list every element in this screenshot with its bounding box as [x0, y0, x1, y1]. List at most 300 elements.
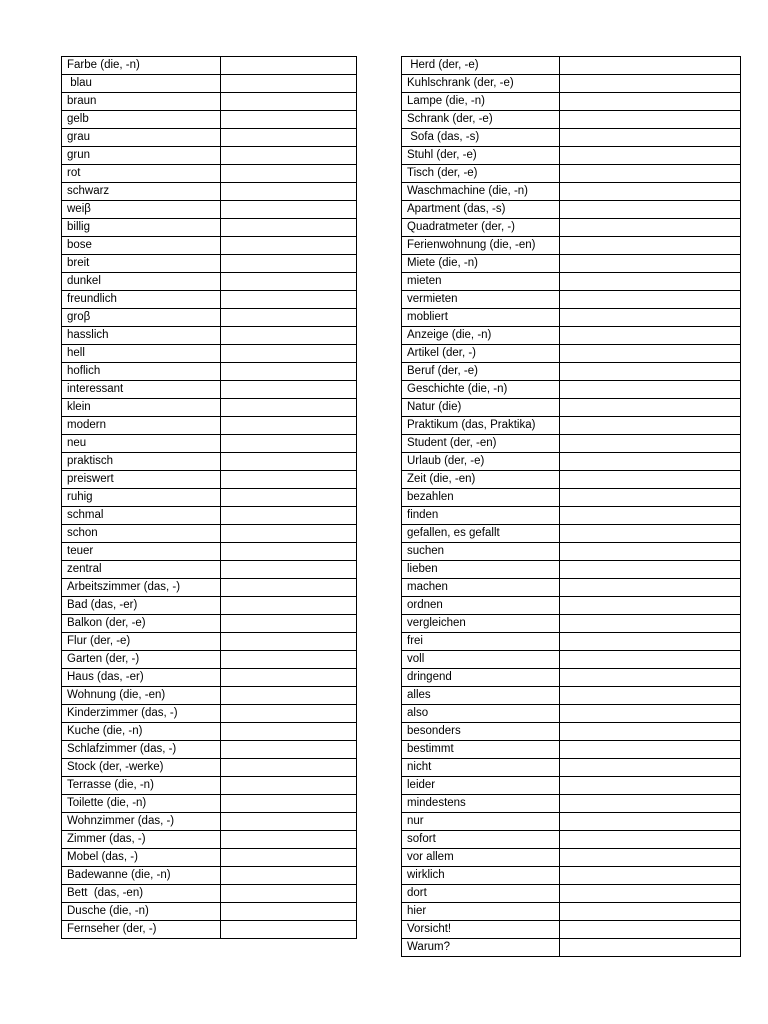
- answer-cell: [560, 849, 741, 867]
- answer-cell: [221, 381, 357, 399]
- table-row: [62, 921, 357, 939]
- vocab-term: Schrank (der, -e): [402, 111, 560, 129]
- table-row: [402, 165, 741, 183]
- answer-cell: [560, 255, 741, 273]
- table-row: [402, 759, 741, 777]
- vocab-term: vermieten: [402, 291, 560, 309]
- answer-cell: [560, 381, 741, 399]
- vocab-term: breit: [62, 255, 221, 273]
- table-row: [402, 939, 741, 957]
- vocab-term: Kuche (die, -n): [62, 723, 221, 741]
- table-row: [62, 417, 357, 435]
- vocab-term: frei: [402, 633, 560, 651]
- table-row: [62, 669, 357, 687]
- table-row: [402, 201, 741, 219]
- answer-cell: [560, 507, 741, 525]
- answer-cell: [221, 57, 357, 75]
- table-row: [62, 651, 357, 669]
- table-row: [402, 543, 741, 561]
- table-row: [402, 327, 741, 345]
- table-row: [62, 309, 357, 327]
- answer-cell: [560, 399, 741, 417]
- vocab-term: mindestens: [402, 795, 560, 813]
- answer-cell: [560, 201, 741, 219]
- vocab-term: rot: [62, 165, 221, 183]
- table-row: [402, 363, 741, 381]
- vocab-term: neu: [62, 435, 221, 453]
- table-row: [402, 219, 741, 237]
- vocab-term: Artikel (der, -): [402, 345, 560, 363]
- answer-cell: [560, 417, 741, 435]
- answer-cell: [221, 597, 357, 615]
- answer-cell: [560, 363, 741, 381]
- vocab-term: Fernseher (der, -): [62, 921, 221, 939]
- table-row: [402, 453, 741, 471]
- table-row: [62, 363, 357, 381]
- table-row: [402, 507, 741, 525]
- answer-cell: [560, 687, 741, 705]
- vocab-term: Waschmachine (die, -n): [402, 183, 560, 201]
- vocab-term: grau: [62, 129, 221, 147]
- answer-cell: [221, 579, 357, 597]
- vocab-term: mieten: [402, 273, 560, 291]
- table-row: [402, 291, 741, 309]
- table-row: [62, 867, 357, 885]
- vocab-table-right: [401, 56, 741, 957]
- table-row: [402, 147, 741, 165]
- table-row: [62, 273, 357, 291]
- vocab-term: Geschichte (die, -n): [402, 381, 560, 399]
- table-row: [402, 75, 741, 93]
- vocab-term: Anzeige (die, -n): [402, 327, 560, 345]
- vocab-term: nicht: [402, 759, 560, 777]
- vocab-term: Stuhl (der, -e): [402, 147, 560, 165]
- table-row: [62, 111, 357, 129]
- answer-cell: [221, 327, 357, 345]
- answer-cell: [221, 741, 357, 759]
- answer-cell: [560, 93, 741, 111]
- vocab-term: Vorsicht!: [402, 921, 560, 939]
- vocab-term: wirklich: [402, 867, 560, 885]
- answer-cell: [560, 75, 741, 93]
- vocab-term: Toilette (die, -n): [62, 795, 221, 813]
- answer-cell: [221, 813, 357, 831]
- vocab-term: vergleichen: [402, 615, 560, 633]
- table-row: [62, 777, 357, 795]
- answer-cell: [560, 57, 741, 75]
- vocab-term: Herd (der, -e): [402, 57, 560, 75]
- answer-cell: [221, 705, 357, 723]
- table-row: [62, 219, 357, 237]
- table-row: [402, 885, 741, 903]
- vocab-term: freundlich: [62, 291, 221, 309]
- answer-cell: [560, 309, 741, 327]
- table-row: [62, 525, 357, 543]
- table-row: [402, 705, 741, 723]
- answer-cell: [221, 129, 357, 147]
- answer-cell: [221, 903, 357, 921]
- answer-cell: [221, 759, 357, 777]
- vocab-term: billig: [62, 219, 221, 237]
- vocab-term: Urlaub (der, -e): [402, 453, 560, 471]
- answer-cell: [560, 759, 741, 777]
- table-row: [402, 795, 741, 813]
- vocab-term: alles: [402, 687, 560, 705]
- answer-cell: [221, 543, 357, 561]
- vocab-term: grun: [62, 147, 221, 165]
- answer-cell: [221, 435, 357, 453]
- answer-cell: [221, 471, 357, 489]
- vocab-term: braun: [62, 93, 221, 111]
- answer-cell: [221, 147, 357, 165]
- vocab-term: gelb: [62, 111, 221, 129]
- vocab-term: mobliert: [402, 309, 560, 327]
- vocab-term: Kinderzimmer (das, -): [62, 705, 221, 723]
- table-row: [402, 417, 741, 435]
- vocab-term: Sofa (das, -s): [402, 129, 560, 147]
- vocab-term: also: [402, 705, 560, 723]
- answer-cell: [221, 615, 357, 633]
- vocab-term: Flur (der, -e): [62, 633, 221, 651]
- vocab-term: Zimmer (das, -): [62, 831, 221, 849]
- vocab-term: Haus (das, -er): [62, 669, 221, 687]
- vocab-term: leider: [402, 777, 560, 795]
- answer-cell: [221, 723, 357, 741]
- table-row: [62, 849, 357, 867]
- answer-cell: [560, 471, 741, 489]
- table-row: [62, 399, 357, 417]
- table-row: [402, 561, 741, 579]
- vocab-term: Praktikum (das, Praktika): [402, 417, 560, 435]
- answer-cell: [560, 561, 741, 579]
- table-row: [62, 741, 357, 759]
- answer-cell: [560, 129, 741, 147]
- answer-cell: [560, 651, 741, 669]
- table-row: [402, 255, 741, 273]
- answer-cell: [560, 453, 741, 471]
- vocab-term: Natur (die): [402, 399, 560, 417]
- answer-cell: [560, 147, 741, 165]
- table-row: [402, 309, 741, 327]
- vocab-term: gefallen, es gefallt: [402, 525, 560, 543]
- answer-cell: [560, 921, 741, 939]
- answer-cell: [221, 399, 357, 417]
- table-row: [402, 111, 741, 129]
- table-row: [62, 345, 357, 363]
- table-row: [402, 687, 741, 705]
- table-row: [62, 75, 357, 93]
- table-row: [62, 489, 357, 507]
- table-row: [62, 129, 357, 147]
- answer-cell: [560, 705, 741, 723]
- vocab-term: Warum?: [402, 939, 560, 957]
- table-row: [62, 597, 357, 615]
- table-row: [62, 687, 357, 705]
- vocab-term: lieben: [402, 561, 560, 579]
- vocab-term: Wohnung (die, -en): [62, 687, 221, 705]
- vocab-term: Garten (der, -): [62, 651, 221, 669]
- answer-cell: [560, 831, 741, 849]
- vocab-term: dort: [402, 885, 560, 903]
- vocab-term: nur: [402, 813, 560, 831]
- answer-cell: [221, 201, 357, 219]
- vocab-table-right-body: [402, 57, 741, 957]
- vocab-term: machen: [402, 579, 560, 597]
- answer-cell: [221, 93, 357, 111]
- answer-cell: [560, 795, 741, 813]
- vocab-term: Quadratmeter (der, -): [402, 219, 560, 237]
- vocab-term: hasslich: [62, 327, 221, 345]
- vocab-term: Schlafzimmer (das, -): [62, 741, 221, 759]
- table-row: [402, 651, 741, 669]
- vocab-term: Kuhlschrank (der, -e): [402, 75, 560, 93]
- vocab-term: schwarz: [62, 183, 221, 201]
- table-row: [402, 813, 741, 831]
- answer-cell: [560, 777, 741, 795]
- answer-cell: [560, 525, 741, 543]
- vocab-term: hoflich: [62, 363, 221, 381]
- vocab-term: Terrasse (die, -n): [62, 777, 221, 795]
- answer-cell: [560, 939, 741, 957]
- vocab-term: sofort: [402, 831, 560, 849]
- table-row: [62, 615, 357, 633]
- answer-cell: [221, 255, 357, 273]
- vocab-term: modern: [62, 417, 221, 435]
- table-row: [62, 705, 357, 723]
- answer-cell: [560, 183, 741, 201]
- vocab-term: zentral: [62, 561, 221, 579]
- vocab-term: hier: [402, 903, 560, 921]
- vocab-term: dringend: [402, 669, 560, 687]
- answer-cell: [221, 309, 357, 327]
- vocab-term: Tisch (der, -e): [402, 165, 560, 183]
- vocab-term: Mobel (das, -): [62, 849, 221, 867]
- table-row: [62, 381, 357, 399]
- vocab-term: ruhig: [62, 489, 221, 507]
- vocab-term: dunkel: [62, 273, 221, 291]
- table-row: [62, 291, 357, 309]
- table-row: [62, 165, 357, 183]
- answer-cell: [560, 237, 741, 255]
- answer-cell: [560, 867, 741, 885]
- answer-cell: [221, 417, 357, 435]
- table-row: [62, 57, 357, 75]
- table-row: [402, 525, 741, 543]
- answer-cell: [221, 921, 357, 939]
- vocab-term: Wohnzimmer (das, -): [62, 813, 221, 831]
- table-row: [62, 327, 357, 345]
- table-row: [62, 723, 357, 741]
- answer-cell: [560, 219, 741, 237]
- vocab-term: hell: [62, 345, 221, 363]
- vocab-term: bestimmt: [402, 741, 560, 759]
- answer-cell: [560, 579, 741, 597]
- table-row: [402, 921, 741, 939]
- vocab-term: Balkon (der, -e): [62, 615, 221, 633]
- table-row: [402, 345, 741, 363]
- table-row: [402, 669, 741, 687]
- table-row: [62, 561, 357, 579]
- vocab-term: praktisch: [62, 453, 221, 471]
- table-row: [402, 183, 741, 201]
- table-row: [402, 471, 741, 489]
- answer-cell: [560, 633, 741, 651]
- table-row: [402, 867, 741, 885]
- answer-cell: [560, 111, 741, 129]
- vocab-term: Bad (das, -er): [62, 597, 221, 615]
- answer-cell: [221, 219, 357, 237]
- table-row: [62, 435, 357, 453]
- table-row: [62, 579, 357, 597]
- table-row: [62, 795, 357, 813]
- vocab-term: schmal: [62, 507, 221, 525]
- table-row: [402, 615, 741, 633]
- table-row: [402, 777, 741, 795]
- table-row: [62, 813, 357, 831]
- answer-cell: [560, 741, 741, 759]
- table-row: [402, 831, 741, 849]
- vocab-term: Zeit (die, -en): [402, 471, 560, 489]
- vocab-term: Bett (das, -en): [62, 885, 221, 903]
- vocab-term: Student (der, -en): [402, 435, 560, 453]
- answer-cell: [560, 345, 741, 363]
- answer-cell: [221, 849, 357, 867]
- table-row: [402, 93, 741, 111]
- answer-cell: [221, 273, 357, 291]
- table-row: [402, 741, 741, 759]
- answer-cell: [221, 867, 357, 885]
- answer-cell: [221, 525, 357, 543]
- vocab-term: ordnen: [402, 597, 560, 615]
- table-row: [402, 273, 741, 291]
- vocab-term: blau: [62, 75, 221, 93]
- table-row: [62, 471, 357, 489]
- answer-cell: [560, 597, 741, 615]
- vocab-term: Beruf (der, -e): [402, 363, 560, 381]
- table-row: [402, 723, 741, 741]
- answer-cell: [560, 543, 741, 561]
- table-row: [62, 759, 357, 777]
- table-row: [62, 885, 357, 903]
- answer-cell: [221, 777, 357, 795]
- vocab-term: besonders: [402, 723, 560, 741]
- answer-cell: [560, 327, 741, 345]
- answer-cell: [560, 813, 741, 831]
- table-row: [62, 255, 357, 273]
- vocab-term: klein: [62, 399, 221, 417]
- vocab-term: weiβ: [62, 201, 221, 219]
- table-row: [402, 849, 741, 867]
- table-row: [402, 129, 741, 147]
- answer-cell: [221, 885, 357, 903]
- vocab-term: Miete (die, -n): [402, 255, 560, 273]
- table-row: [62, 93, 357, 111]
- answer-cell: [221, 165, 357, 183]
- table-row: [62, 903, 357, 921]
- vocab-term: Lampe (die, -n): [402, 93, 560, 111]
- table-row: [402, 633, 741, 651]
- table-row: [62, 147, 357, 165]
- table-row: [402, 57, 741, 75]
- vocab-term: interessant: [62, 381, 221, 399]
- vocab-term: Ferienwohnung (die, -en): [402, 237, 560, 255]
- table-row: [402, 237, 741, 255]
- vocab-term: finden: [402, 507, 560, 525]
- answer-cell: [221, 291, 357, 309]
- table-row: [62, 633, 357, 651]
- answer-cell: [560, 615, 741, 633]
- answer-cell: [221, 345, 357, 363]
- vocab-table-left-body: [62, 57, 357, 939]
- answer-cell: [221, 687, 357, 705]
- vocab-term: Stock (der, -werke): [62, 759, 221, 777]
- answer-cell: [560, 291, 741, 309]
- vocab-term: Dusche (die, -n): [62, 903, 221, 921]
- table-row: [62, 507, 357, 525]
- answer-cell: [560, 273, 741, 291]
- answer-cell: [560, 489, 741, 507]
- table-row: [62, 453, 357, 471]
- answer-cell: [221, 795, 357, 813]
- answer-cell: [560, 903, 741, 921]
- vocab-term: schon: [62, 525, 221, 543]
- answer-cell: [221, 363, 357, 381]
- table-row: [62, 543, 357, 561]
- vocab-term: groβ: [62, 309, 221, 327]
- answer-cell: [221, 651, 357, 669]
- table-row: [402, 903, 741, 921]
- answer-cell: [221, 111, 357, 129]
- vocab-term: Farbe (die, -n): [62, 57, 221, 75]
- answer-cell: [560, 669, 741, 687]
- vocab-term: Badewanne (die, -n): [62, 867, 221, 885]
- answer-cell: [560, 435, 741, 453]
- answer-cell: [221, 183, 357, 201]
- table-row: [402, 381, 741, 399]
- table-row: [402, 399, 741, 417]
- vocab-term: voll: [402, 651, 560, 669]
- answer-cell: [221, 633, 357, 651]
- table-row: [402, 435, 741, 453]
- answer-cell: [221, 669, 357, 687]
- vocab-term: teuer: [62, 543, 221, 561]
- table-row: [402, 597, 741, 615]
- vocab-term: preiswert: [62, 471, 221, 489]
- vocab-term: bose: [62, 237, 221, 255]
- answer-cell: [221, 489, 357, 507]
- table-row: [402, 579, 741, 597]
- answer-cell: [221, 831, 357, 849]
- answer-cell: [560, 723, 741, 741]
- vocab-term: Arbeitszimmer (das, -): [62, 579, 221, 597]
- vocab-term: suchen: [402, 543, 560, 561]
- vocab-term: bezahlen: [402, 489, 560, 507]
- table-row: [62, 201, 357, 219]
- answer-cell: [221, 453, 357, 471]
- answer-cell: [221, 507, 357, 525]
- answer-cell: [221, 561, 357, 579]
- answer-cell: [221, 75, 357, 93]
- vocab-table-left: [61, 56, 357, 939]
- answer-cell: [560, 165, 741, 183]
- vocab-term: Apartment (das, -s): [402, 201, 560, 219]
- table-row: [62, 831, 357, 849]
- table-row: [402, 489, 741, 507]
- table-row: [62, 237, 357, 255]
- answer-cell: [560, 885, 741, 903]
- table-row: [62, 183, 357, 201]
- answer-cell: [221, 237, 357, 255]
